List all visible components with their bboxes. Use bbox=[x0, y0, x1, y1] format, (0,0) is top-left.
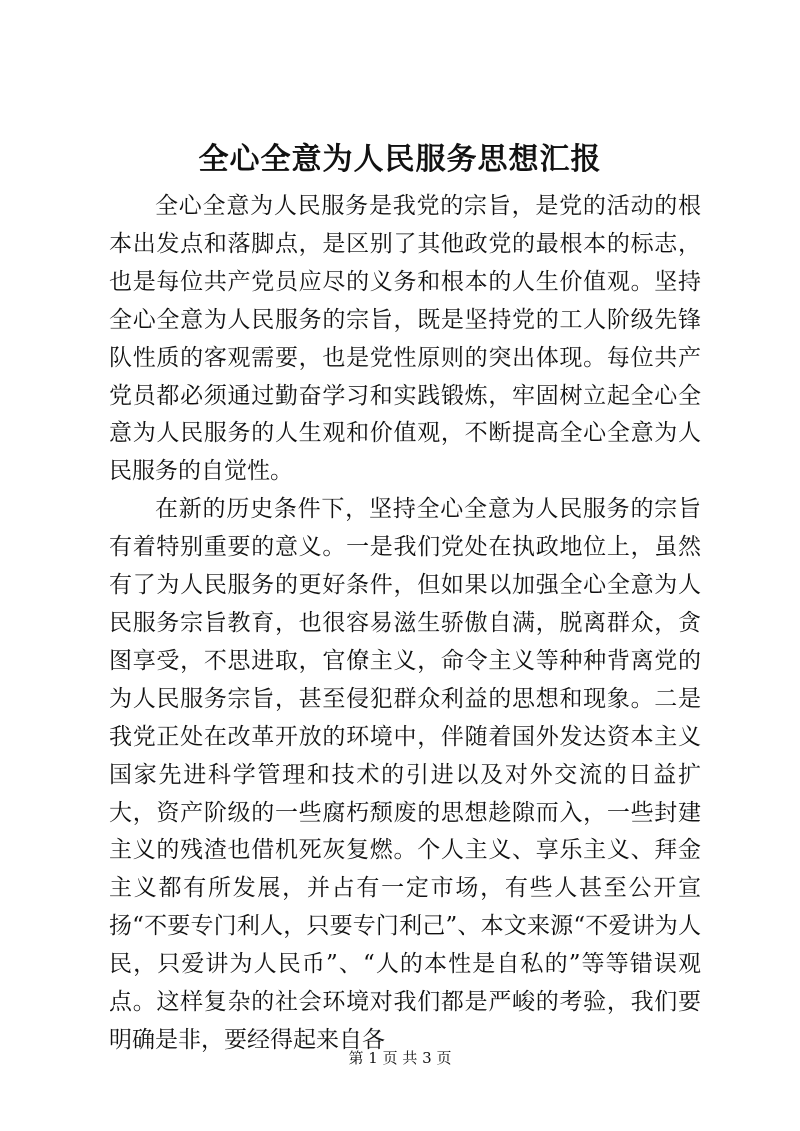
paragraph-2: 在新的历史条件下，坚持全心全意为人民服务的宗旨有着特别重要的意义。一是我们党处在执政地位上，虽然有了为人民服务的更好条件，但如果以加强全心全意为人民服务宗旨教育，也很容易滋生骄傲自满，脱离群众，贪图享受，不思进取，官僚主义，命令主义等种种背离党的为人民服务宗旨，甚至侵犯群众利益的思想和现象。二是我党正处在改革开放的环境中，伴随着国外发达资本主义国家先进科学管理和技术的引进以及对外交流的日益扩大，资产阶级的一些腐朽颓废的思想趁隙而入，一些封建主义的残渣也借机死灰复燃。个人主义、享乐主义、拜金主义都有所发展，并占有一定市场，有些人甚至公开宣扬“不要专门利人，只要专门利己”、本文来源“不爱讲为人民，只爱讲为人民币”、“人的本性是自私的”等等错误观点。这样复杂的社会环境对我们都是严峻的考验，我们要明确是非，要经得起来自各 bbox=[109, 496, 701, 1053]
page-footer: 第 1 页 共 3 页 bbox=[348, 1049, 452, 1067]
paragraph-1: 全心全意为人民服务是我党的宗旨，是党的活动的根本出发点和落脚点，是区别了其他政党的最根本的标志，也是每位共产党员应尽的义务和根本的人生价值观。坚持全心全意为人民服务的宗旨，既是坚持党的工人阶级先锋队性质的客观需要，也是党性原则的突出体现。每位共产党员都必须通过勤奋学习和实践锻炼，牢固树立起全心全意为人民服务的人生观和价值观，不断提高全心全意为人民服务的自觉性。 bbox=[109, 193, 701, 485]
document-title: 全心全意为人民服务思想汇报 bbox=[198, 142, 602, 177]
document-body bbox=[109, 188, 701, 1060]
